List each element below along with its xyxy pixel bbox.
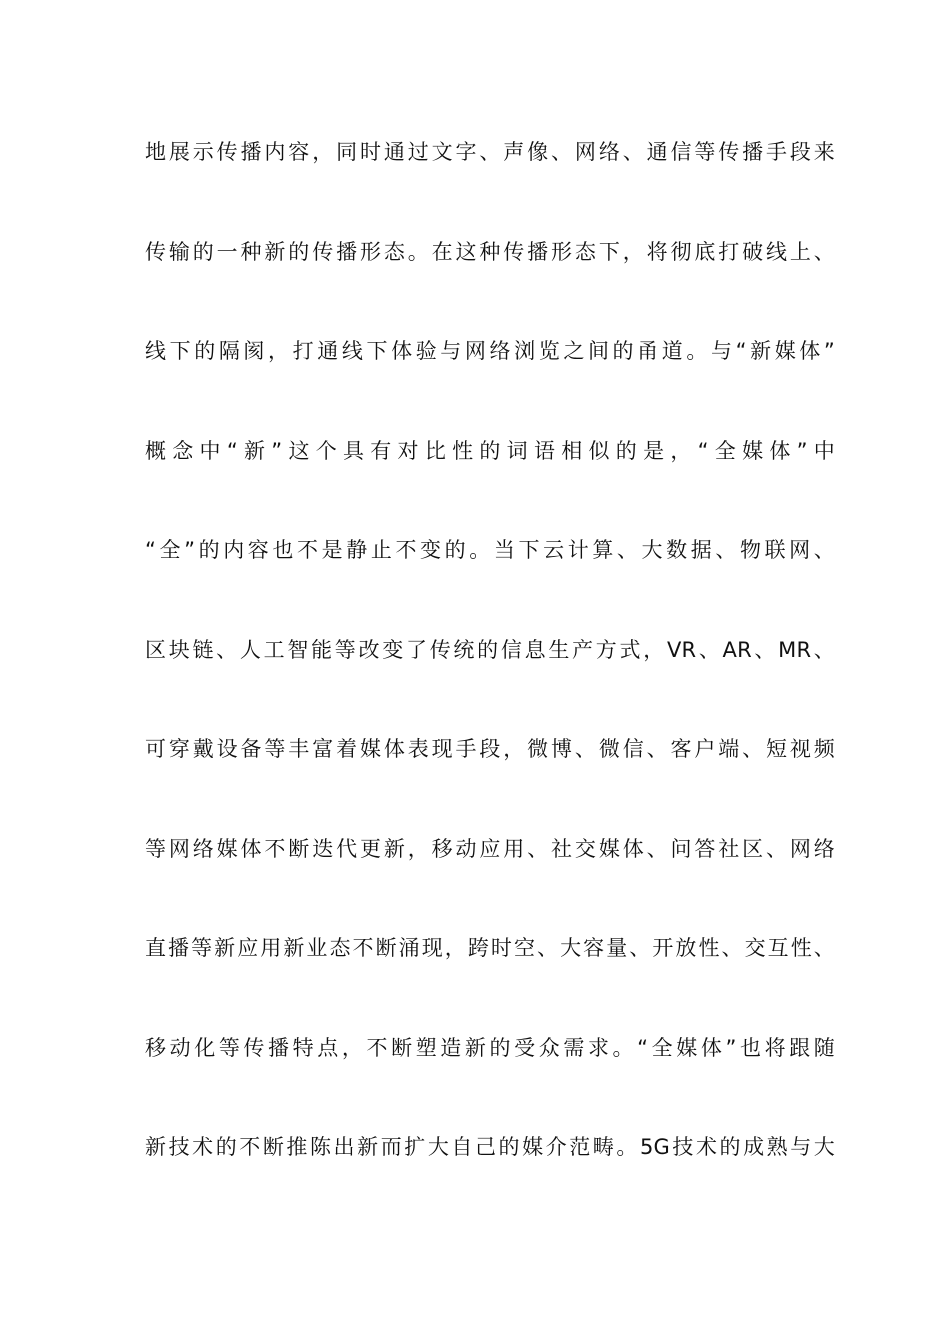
text-line-11: 新技术的不断推陈出新而扩大自己的媒介范畴。5G技术的成熟与大: [145, 1135, 835, 1159]
body-paragraph: [145, 127, 835, 1222]
text-line-4: 概念中“新”这个具有对比性的词语相似的是，“全媒体”中: [145, 438, 835, 463]
text-line-1: 地展示传播内容，同时通过文字、声像、网络、通信等传播手段来: [145, 140, 835, 164]
text-line-5: “全”的内容也不是静止不变的。当下云计算、大数据、物联网、: [145, 538, 835, 562]
text-line-9: 直播等新应用新业态不断涌现，跨时空、大容量、开放性、交互性、: [145, 936, 835, 960]
text-line-8: 等网络媒体不断迭代更新，移动应用、社交媒体、问答社区、网络: [145, 836, 835, 861]
text-line-7: 可穿戴设备等丰富着媒体表现手段，微博、微信、客户端、短视频: [145, 737, 835, 761]
text-line-6: 区块链、人工智能等改变了传统的信息生产方式，VR、AR、MR、: [145, 637, 835, 662]
text-line-2: 传输的一种新的传播形态。在这种传播形态下，将彻底打破线上、: [145, 239, 835, 264]
text-line-10: 移动化等传播特点，不断塑造新的受众需求。“全媒体”也将跟随: [145, 1035, 835, 1060]
text-line-3: 线下的隔阂，打通线下体验与网络浏览之间的甬道。与“新媒体”: [145, 339, 835, 363]
